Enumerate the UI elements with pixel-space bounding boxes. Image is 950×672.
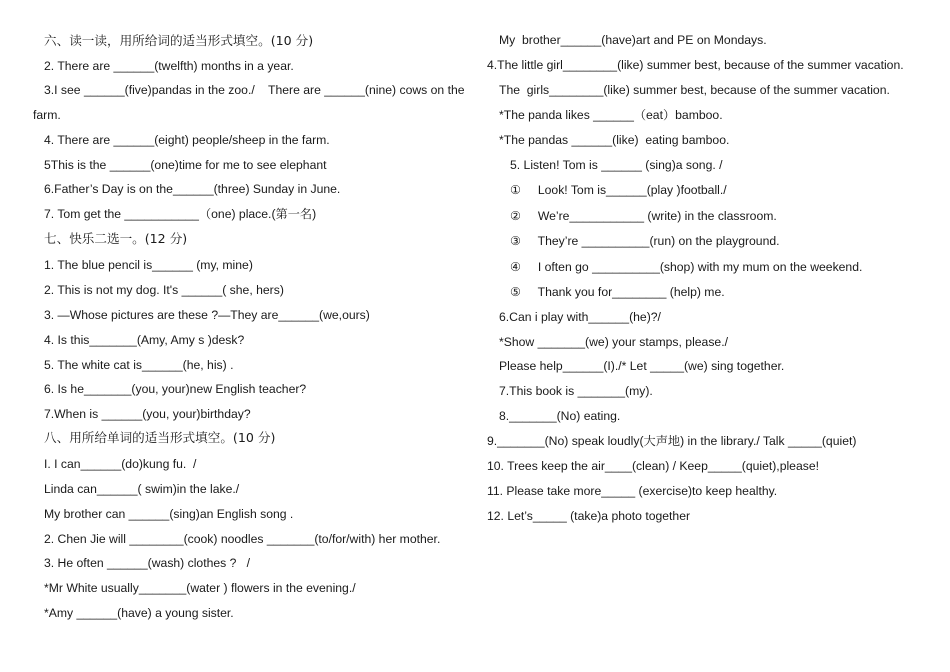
question-line: 1. The blue pencil is______ (my, mine) [44,258,253,272]
question-line: 5. Listen! Tom is ______ (sing)a song. / [510,158,723,172]
question-line: 8._______(No) eating. [499,409,621,423]
section-8-heading: 八、用所给单词的适当形式填空。(10 分) [44,430,276,445]
section-7-heading: 七、快乐二选一。(12 分) [44,231,188,246]
question-line: 12. Let’s_____ (take)a photo together [487,509,691,523]
question-line: 7. Tom get the ___________（one) place.(第一名) [44,207,317,221]
question-line: ④ I often go __________(shop) with my mum on the weekend. [510,260,863,274]
question-line: 2. Chen Jie will ________(cook) noodles _______(to/for/with) her mother. [44,532,441,546]
question-line: Linda can______( swim)in the lake./ [44,482,240,496]
question-line: farm. [33,108,61,122]
question-line: 6. Is he_______(you, your)new English teacher? [44,382,307,396]
question-line: 4. Is this_______(Amy, Amy s )desk? [44,333,245,347]
section-6-heading: 六、读一读，用所给词的适当形式填空。(10 分) [44,33,314,48]
question-line: *The panda likes ______（eat）bamboo. [499,108,723,122]
question-line: 4. There are ______(eight) people/sheep in the farm. [44,133,330,147]
question-line: 2. There are ______(twelfth) months in a year. [44,59,294,73]
question-line: 3.I see ______(five)pandas in the zoo./ There are ______(nine) cows on the [44,83,465,97]
question-line: 4.The little girl________(like) summer best, because of the summer vacation. [487,58,904,72]
question-line: 5This is the ______(one)time for me to see elephant [44,158,327,172]
question-line: My brother can ______(sing)an English song . [44,507,294,521]
question-line: ② We’re___________ (write) in the classroom. [510,209,777,223]
question-line: 10. Trees keep the air____(clean) / Keep_____(quiet),please! [487,459,819,473]
question-line: 3. —Whose pictures are these ?—They are______(we,ours) [44,308,370,322]
question-line: The girls________(like) summer best, because of the summer vacation. [499,83,890,97]
question-line: 6.Can i play with______(he)?/ [499,310,661,324]
question-line: *Amy ______(have) a young sister. [44,606,234,620]
question-line: ③ They’re __________(run) on the playground. [510,234,780,248]
question-line: 11. Please take more_____ (exercise)to keep healthy. [487,484,778,498]
question-line: *Mr White usually_______(water ) flowers in the evening./ [44,581,356,595]
question-line: 7.This book is _______(my). [499,384,653,398]
question-line: ⑤ Thank you for________ (help) me. [510,285,725,299]
question-line: 2. This is not my dog. It's ______( she, hers) [44,283,284,297]
question-line: I. I can______(do)kung fu. / [44,457,197,471]
question-line: *The pandas ______(like) eating bamboo. [499,133,730,147]
question-line: 5. The white cat is______(he, his) . [44,358,234,372]
question-line: 7.When is ______(you, your)birthday? [44,407,251,421]
question-line: 3. He often ______(wash) clothes ? / [44,556,250,570]
question-line: 9._______(No) speak loudly(大声地) in the library./ Talk _____(quiet) [487,434,857,448]
question-line: 6.Father’s Day is on the______(three) Sunday in June. [44,182,341,196]
question-line: My brother______(have)art and PE on Mondays. [499,33,767,47]
question-line: *Show _______(we) your stamps, please./ [499,335,728,349]
question-line: ① Look! Tom is______(play )football./ [510,183,727,197]
question-line: Please help______(I)./* Let _____(we) sing together. [499,359,785,373]
